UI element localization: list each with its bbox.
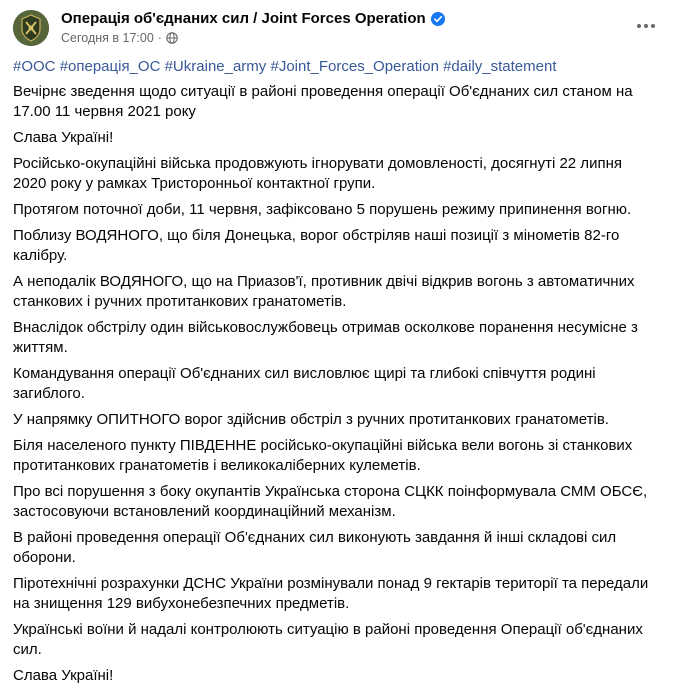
verified-badge-icon: [431, 12, 445, 26]
more-dot-icon: [644, 24, 648, 28]
post-paragraph: Командування операції Об'єднаних сил висловлює щирі та глибокі співчуття родині загиблого.: [13, 365, 596, 402]
hashtag-row: [13, 57, 653, 77]
hashtag-link[interactable]: #ООС: [13, 58, 56, 75]
post-paragraph: Вечірнє зведення щодо ситуації в районі проведення операції Об'єднаних сил станом на 17.00 11 червня 2021 року: [13, 83, 633, 120]
hashtag-link[interactable]: #операція_ОС: [59, 58, 161, 75]
post-options-button[interactable]: [631, 14, 661, 38]
post-paragraph: Біля населеного пункту ПІВДЕННЕ російсько-окупаційні війська вели вогонь зі станкових протитанкових гранатометів і великокаліберних кулеметів.: [13, 437, 633, 474]
more-dot-icon: [651, 24, 655, 28]
hashtag-link[interactable]: #daily_statement: [443, 58, 557, 75]
page-avatar[interactable]: [13, 10, 49, 46]
post-paragraph: Поблизу ВОДЯНОГО, що біля Донецька, ворог обстріляв наші позиції з мінометів 82-го калібру.: [13, 227, 620, 264]
post-paragraph: Слава Україні!: [13, 129, 114, 146]
post-paragraph: В районі проведення операції Об'єднаних сил виконують завдання й інші складові сил оборони.: [13, 529, 617, 566]
post-paragraph: У напрямку ОПИТНОГО ворог здійснив обстріл з ручних протитанкових гранатометів.: [13, 411, 609, 428]
post-paragraph: Внаслідок обстрілу один військовослужбовець отримав осколкове поранення несумісне з життям.: [13, 319, 638, 356]
post-paragraph: Слава Україні!: [13, 667, 114, 684]
post-header: [13, 8, 663, 50]
post-body: [13, 57, 653, 692]
post-paragraph: Піротехнічні розрахунки ДСНС України розмінували понад 9 гектарів території та передали на знищення 129 вибухонебезпечних предметів.: [13, 575, 649, 612]
hashtag-link[interactable]: #Ukraine_army: [164, 58, 267, 75]
jfo-emblem-icon: [13, 10, 49, 46]
page-name-row: [61, 10, 445, 27]
post-paragraph: А неподалік ВОДЯНОГО, що на Приазов'ї, противник двічі відкрив вогонь з автоматичних станкових і ручних протитанкових гранатометів.: [13, 273, 635, 310]
post-timestamp-link[interactable]: Сегодня в 17:00: [61, 31, 154, 45]
more-dot-icon: [637, 24, 641, 28]
meta-separator: ·: [157, 31, 162, 45]
post-paragraph: Про всі порушення з боку окупантів Українська сторона СЦКК поінформувала СММ ОБСЄ, застосовуючи встановлений координаційний механізм.: [13, 483, 648, 520]
post-meta: [61, 31, 178, 45]
hashtag-link[interactable]: #Joint_Forces_Operation: [270, 58, 439, 75]
post-paragraph: Протягом поточної доби, 11 червня, зафіксовано 5 порушень режиму припинення вогню.: [13, 201, 632, 218]
globe-icon[interactable]: [166, 32, 178, 44]
post-paragraph: Російсько-окупаційні війська продовжують ігнорувати домовленості, досягнуті 22 липня 2020 року у рамках Тристоронньої контактної групи.: [13, 155, 622, 192]
page-name-link[interactable]: Операція об'єднаних сил / Joint Forces Operation: [61, 10, 426, 27]
post-paragraph: Українські воїни й надалі контролюють ситуацію в районі проведення Операції об'єднаних сил.: [13, 621, 643, 658]
